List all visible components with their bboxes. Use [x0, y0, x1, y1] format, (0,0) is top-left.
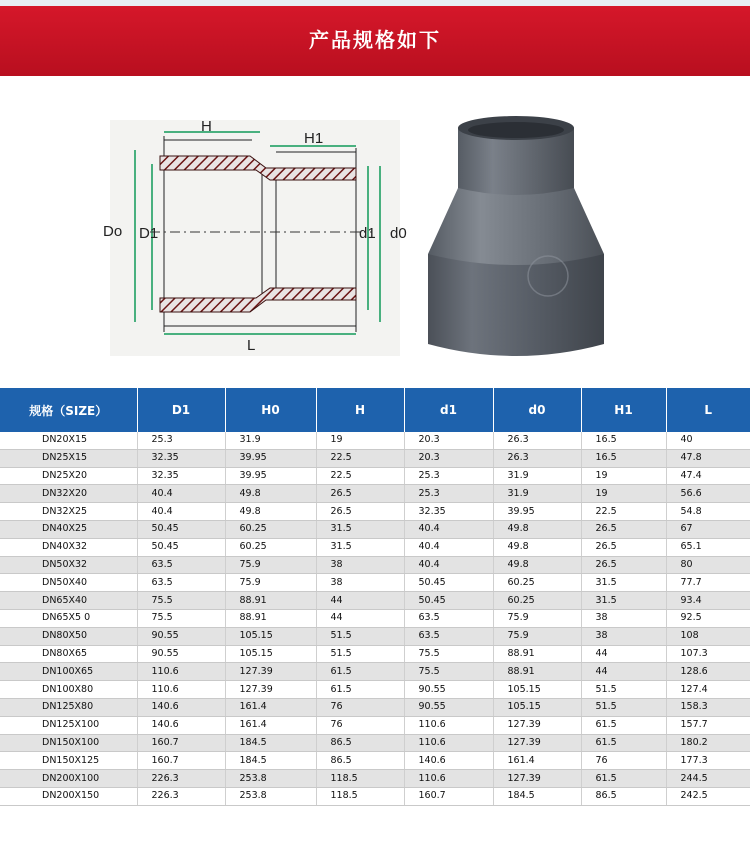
cell-D1: 32.35 — [137, 467, 225, 485]
table-row — [0, 574, 750, 592]
cell-size: DN50X32 — [0, 556, 137, 574]
cell-L: 242.5 — [666, 787, 750, 805]
cell-d1: 40.4 — [404, 556, 493, 574]
cell-size: DN100X65 — [0, 663, 137, 681]
table-row — [0, 787, 750, 805]
cell-H1: 19 — [581, 485, 666, 503]
cell-D1: 75.5 — [137, 609, 225, 627]
cell-H: 61.5 — [316, 681, 404, 699]
cell-D1: 50.45 — [137, 520, 225, 538]
cell-D1: 160.7 — [137, 752, 225, 770]
cell-d0: 105.15 — [493, 681, 581, 699]
cell-H0: 31.9 — [225, 432, 316, 449]
table-header-row — [0, 388, 750, 432]
cell-H1: 26.5 — [581, 556, 666, 574]
table-row — [0, 627, 750, 645]
table-row — [0, 752, 750, 770]
cell-H: 22.5 — [316, 467, 404, 485]
cell-H0: 60.25 — [225, 538, 316, 556]
banner — [0, 0, 750, 76]
cell-d1: 160.7 — [404, 787, 493, 805]
cell-d0: 88.91 — [493, 645, 581, 663]
cell-size: DN200X100 — [0, 770, 137, 788]
header-L: L — [666, 388, 750, 432]
cell-d1: 25.3 — [404, 485, 493, 503]
header-size: 规格（SIZE） — [0, 388, 137, 432]
cell-d1: 110.6 — [404, 734, 493, 752]
cell-d0: 49.8 — [493, 520, 581, 538]
cell-H0: 39.95 — [225, 467, 316, 485]
cell-H0: 161.4 — [225, 716, 316, 734]
cell-d0: 75.9 — [493, 627, 581, 645]
label-Do: Do — [103, 223, 123, 240]
cell-size: DN125X80 — [0, 698, 137, 716]
cell-H: 76 — [316, 698, 404, 716]
label-H: H — [201, 118, 212, 135]
cell-H1: 31.5 — [581, 592, 666, 610]
cell-H1: 16.5 — [581, 432, 666, 449]
cell-H: 26.5 — [316, 485, 404, 503]
cell-H0: 105.15 — [225, 645, 316, 663]
cell-size: DN65X5 0 — [0, 609, 137, 627]
banner-top-stripe — [0, 0, 750, 6]
cell-d1: 90.55 — [404, 681, 493, 699]
cell-d1: 40.4 — [404, 538, 493, 556]
cell-L: 177.3 — [666, 752, 750, 770]
cell-L: 77.7 — [666, 574, 750, 592]
cell-L: 56.6 — [666, 485, 750, 503]
cell-L: 65.1 — [666, 538, 750, 556]
cell-L: 128.6 — [666, 663, 750, 681]
cell-d0: 60.25 — [493, 592, 581, 610]
label-L: L — [247, 337, 256, 354]
cell-d1: 90.55 — [404, 698, 493, 716]
cell-D1: 40.4 — [137, 485, 225, 503]
cell-H0: 127.39 — [225, 681, 316, 699]
cell-L: 158.3 — [666, 698, 750, 716]
cell-d0: 75.9 — [493, 609, 581, 627]
cell-H: 118.5 — [316, 787, 404, 805]
cell-D1: 90.55 — [137, 627, 225, 645]
cell-H: 31.5 — [316, 538, 404, 556]
cell-H: 38 — [316, 574, 404, 592]
cell-L: 92.5 — [666, 609, 750, 627]
cell-d0: 184.5 — [493, 787, 581, 805]
cell-D1: 75.5 — [137, 592, 225, 610]
cell-size: DN200X150 — [0, 787, 137, 805]
cell-L: 47.8 — [666, 449, 750, 467]
cell-d0: 26.3 — [493, 449, 581, 467]
table-row — [0, 645, 750, 663]
cell-H1: 38 — [581, 627, 666, 645]
cell-H0: 75.9 — [225, 574, 316, 592]
cell-H1: 19 — [581, 467, 666, 485]
cell-H: 19 — [316, 432, 404, 449]
cell-d0: 26.3 — [493, 432, 581, 449]
cell-H: 86.5 — [316, 752, 404, 770]
cell-size: DN25X20 — [0, 467, 137, 485]
cell-H1: 26.5 — [581, 538, 666, 556]
reducer-photo — [428, 116, 604, 356]
cell-D1: 25.3 — [137, 432, 225, 449]
label-d0: d0 — [390, 225, 407, 242]
table-row — [0, 520, 750, 538]
cell-D1: 140.6 — [137, 698, 225, 716]
cell-H1: 51.5 — [581, 681, 666, 699]
cell-H1: 26.5 — [581, 520, 666, 538]
cell-H: 38 — [316, 556, 404, 574]
cell-H1: 61.5 — [581, 734, 666, 752]
cell-d0: 31.9 — [493, 467, 581, 485]
table-row — [0, 681, 750, 699]
cell-d1: 20.3 — [404, 449, 493, 467]
cell-d0: 127.39 — [493, 734, 581, 752]
cell-H1: 16.5 — [581, 449, 666, 467]
spec-table — [0, 388, 750, 806]
cell-H: 44 — [316, 609, 404, 627]
cell-d0: 127.39 — [493, 716, 581, 734]
label-d1: d1 — [359, 225, 376, 242]
table-row — [0, 698, 750, 716]
cell-H: 51.5 — [316, 645, 404, 663]
cell-size: DN32X25 — [0, 503, 137, 521]
cell-H1: 76 — [581, 752, 666, 770]
cell-H1: 51.5 — [581, 698, 666, 716]
cell-size: DN25X15 — [0, 449, 137, 467]
product-figure-svg — [0, 76, 750, 388]
cell-L: 93.4 — [666, 592, 750, 610]
cell-size: DN40X32 — [0, 538, 137, 556]
banner-title: 产品规格如下 — [309, 28, 441, 52]
cell-H1: 86.5 — [581, 787, 666, 805]
cell-d0: 161.4 — [493, 752, 581, 770]
header-H: H — [316, 388, 404, 432]
cell-H0: 88.91 — [225, 609, 316, 627]
cell-d0: 88.91 — [493, 663, 581, 681]
cell-d1: 25.3 — [404, 467, 493, 485]
cell-H1: 22.5 — [581, 503, 666, 521]
cell-H: 51.5 — [316, 627, 404, 645]
cell-H: 76 — [316, 716, 404, 734]
cell-L: 127.4 — [666, 681, 750, 699]
product-figure — [0, 76, 750, 388]
header-d1: d1 — [404, 388, 493, 432]
cell-H0: 161.4 — [225, 698, 316, 716]
cell-H0: 127.39 — [225, 663, 316, 681]
cell-D1: 140.6 — [137, 716, 225, 734]
cell-d0: 49.8 — [493, 556, 581, 574]
cell-L: 80 — [666, 556, 750, 574]
cell-D1: 160.7 — [137, 734, 225, 752]
cell-H0: 253.8 — [225, 787, 316, 805]
table-row — [0, 467, 750, 485]
cell-d1: 110.6 — [404, 770, 493, 788]
cell-size: DN100X80 — [0, 681, 137, 699]
cell-d1: 40.4 — [404, 520, 493, 538]
cell-D1: 32.35 — [137, 449, 225, 467]
cell-D1: 90.55 — [137, 645, 225, 663]
cell-size: DN80X65 — [0, 645, 137, 663]
cell-H1: 44 — [581, 645, 666, 663]
cell-d0: 31.9 — [493, 485, 581, 503]
cell-L: 47.4 — [666, 467, 750, 485]
cell-L: 244.5 — [666, 770, 750, 788]
header-d0: d0 — [493, 388, 581, 432]
header-H1: H1 — [581, 388, 666, 432]
cell-d0: 49.8 — [493, 538, 581, 556]
cell-d0: 105.15 — [493, 698, 581, 716]
cell-size: DN40X25 — [0, 520, 137, 538]
table-row — [0, 663, 750, 681]
cell-H0: 105.15 — [225, 627, 316, 645]
cell-d1: 75.5 — [404, 645, 493, 663]
cell-L: 40 — [666, 432, 750, 449]
cell-size: DN80X50 — [0, 627, 137, 645]
cell-H1: 61.5 — [581, 770, 666, 788]
cell-H1: 61.5 — [581, 716, 666, 734]
header-D1: D1 — [137, 388, 225, 432]
cell-H0: 75.9 — [225, 556, 316, 574]
cell-H1: 44 — [581, 663, 666, 681]
table-row — [0, 538, 750, 556]
cell-d0: 60.25 — [493, 574, 581, 592]
cell-H0: 184.5 — [225, 752, 316, 770]
table-row — [0, 449, 750, 467]
cell-L: 157.7 — [666, 716, 750, 734]
cell-H: 86.5 — [316, 734, 404, 752]
cell-H0: 39.95 — [225, 449, 316, 467]
cell-d1: 110.6 — [404, 716, 493, 734]
cell-d1: 63.5 — [404, 627, 493, 645]
cell-H: 31.5 — [316, 520, 404, 538]
table-row — [0, 503, 750, 521]
cell-d0: 39.95 — [493, 503, 581, 521]
table-row — [0, 770, 750, 788]
cell-L: 180.2 — [666, 734, 750, 752]
cell-D1: 40.4 — [137, 503, 225, 521]
cell-H0: 49.8 — [225, 485, 316, 503]
cell-H0: 88.91 — [225, 592, 316, 610]
cell-L: 108 — [666, 627, 750, 645]
cell-d1: 50.45 — [404, 574, 493, 592]
label-H1: H1 — [304, 130, 324, 147]
cell-L: 54.8 — [666, 503, 750, 521]
cell-H: 44 — [316, 592, 404, 610]
cell-size: DN150X100 — [0, 734, 137, 752]
cell-size: DN50X40 — [0, 574, 137, 592]
cell-H0: 49.8 — [225, 503, 316, 521]
cell-d0: 127.39 — [493, 770, 581, 788]
cell-H: 61.5 — [316, 663, 404, 681]
cell-d1: 140.6 — [404, 752, 493, 770]
cell-H0: 184.5 — [225, 734, 316, 752]
cell-L: 67 — [666, 520, 750, 538]
cell-d1: 50.45 — [404, 592, 493, 610]
cell-d1: 63.5 — [404, 609, 493, 627]
table-row — [0, 734, 750, 752]
cell-H1: 38 — [581, 609, 666, 627]
table-row — [0, 716, 750, 734]
table-body — [0, 432, 750, 805]
header-H0: H0 — [225, 388, 316, 432]
cell-d1: 20.3 — [404, 432, 493, 449]
table-row — [0, 609, 750, 627]
cell-size: DN65X40 — [0, 592, 137, 610]
cell-D1: 63.5 — [137, 574, 225, 592]
table-row — [0, 556, 750, 574]
cell-size: DN125X100 — [0, 716, 137, 734]
table-row — [0, 485, 750, 503]
table-row — [0, 592, 750, 610]
cell-L: 107.3 — [666, 645, 750, 663]
cell-H0: 253.8 — [225, 770, 316, 788]
cell-H1: 31.5 — [581, 574, 666, 592]
cell-d1: 75.5 — [404, 663, 493, 681]
table-row — [0, 432, 750, 449]
cell-D1: 50.45 — [137, 538, 225, 556]
cell-size: DN20X15 — [0, 432, 137, 449]
cell-D1: 110.6 — [137, 681, 225, 699]
cell-H: 118.5 — [316, 770, 404, 788]
cell-D1: 226.3 — [137, 787, 225, 805]
cell-D1: 110.6 — [137, 663, 225, 681]
cell-D1: 226.3 — [137, 770, 225, 788]
cell-H: 26.5 — [316, 503, 404, 521]
cell-D1: 63.5 — [137, 556, 225, 574]
cell-d1: 32.35 — [404, 503, 493, 521]
cell-size: DN32X20 — [0, 485, 137, 503]
label-D1: D1 — [139, 225, 159, 242]
cell-H: 22.5 — [316, 449, 404, 467]
cell-H0: 60.25 — [225, 520, 316, 538]
cell-size: DN150X125 — [0, 752, 137, 770]
